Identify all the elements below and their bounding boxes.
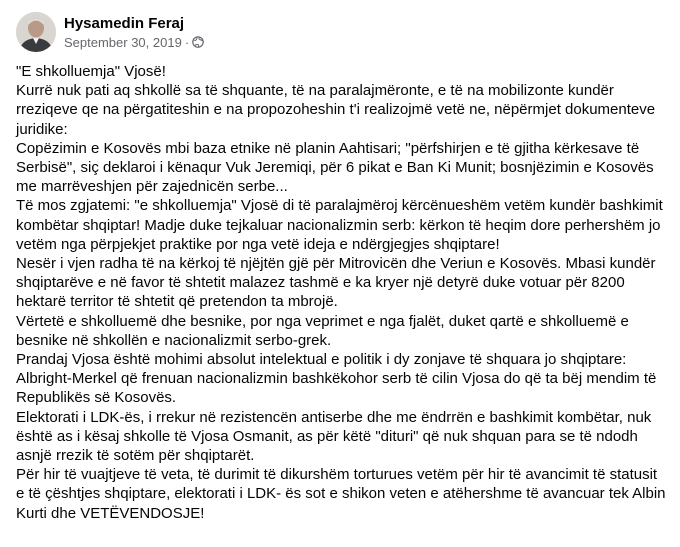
post-text-line: Elektorati i LDK-ës, i rrekur në rezistencën antiserbe dhe me ëndrrën e bashkimit kombëtar, nuk <box>16 408 652 426</box>
post-text <box>16 62 671 523</box>
post-text-line: është as i kësaj shkolle të Vjosa Osmanit, as për këtë "dituri" që nuk shquan para se të ndodh <box>16 427 638 445</box>
post-header <box>16 10 204 54</box>
post-text-line: Serbisë", siç deklaroi i kënaqur Vuk Jeremiqi, për 6 pikat e Ban Ki Munit; bosnjëzimin e Kosovës <box>16 159 654 177</box>
post-text-line: Albright-Merkel që frenuan nacionalizmin bashkëkohor serb të cilin Vjosa do që ta bëj mendim të <box>16 370 657 388</box>
post-date[interactable]: September 30, 2019 <box>64 34 182 50</box>
post-text-line: Të mos zgjatemi: "e shkolluemja" Vjosë di të paralajmëroj kërcënueshëm vetëm kundër bashkimit <box>16 197 663 215</box>
post-text-line: Për hir të vuajtjeve të veta, të durimit të dikurshëm torturues vetëm për hir të avancimit të statusit <box>16 466 658 484</box>
post-text-line: "E shkolluemja" Vjosë! <box>16 63 166 80</box>
author-name[interactable]: Hysamedin Feraj <box>64 14 185 32</box>
post-text-line: shqiptarëve e në favor të shtetit malazez tashmë e ka kryer një detyrë duke votuar për 8200 <box>16 274 625 292</box>
globe-icon[interactable] <box>192 36 204 48</box>
post-text-line: me marrëveshjen për zajednicën serbe... <box>16 178 288 196</box>
post-text-line: Republikës së Kosovës. <box>16 389 177 407</box>
avatar[interactable] <box>16 12 56 52</box>
post-text-line: Vërtetë e shkolluemë dhe besnike, por nga veprimet e nga fjalët, duket qartë e shkolluemë e <box>16 312 629 330</box>
post-text-line: besnike në shkollën e nacionalizmit serbo-grek. <box>16 331 332 349</box>
post-subline <box>64 34 204 51</box>
avatar-portrait <box>16 12 56 52</box>
post-text-line: Kurti dhe VETËVENDOSJE! <box>16 504 205 522</box>
post-text-line: e të çështjes shqiptare, elektorati i LDK- ës sot e shikon veten e atëhershme të avancuar tek Albin <box>16 485 666 503</box>
post-text-line: kombëtar shqiptar! Madje duke tejkaluar nacionalizmin serb: kërkon të heqim dore perhershëm jo <box>16 216 661 234</box>
post-text-line: juridike: <box>16 120 68 138</box>
post-text-line: asnjë rrezik të sotëm për shqiptarët. <box>16 447 255 465</box>
separator-dot: · <box>184 34 190 50</box>
post-text-line: rreziqeve qe na përgatiteshin e na propozoheshin t'i realizojmë vetë ne, nëpërmjet dokumenteve <box>16 101 656 119</box>
post-text-line: Copëzimin e Kosovës mbi baza etnike në planin Aahtisari; "përfshirjen e të gjitha kërkesave të <box>16 139 640 157</box>
post-text-line: Prandaj Vjosa është mohimi absolut intelektual e politik i dy zonjave të shquara jo shqiptare: <box>16 351 627 369</box>
post-meta <box>64 14 204 51</box>
post-text-line: vetëm nga përpjekjet praktike por nga vetë ideja e ndërgjegjes shqiptare! <box>16 235 500 253</box>
post-text-line: hektarë territor të shtetit që pretendon ta mbrojë. <box>16 293 338 311</box>
post-text-line: Kurrë nuk pati aq shkollë sa të shquante, të na paralajmëronte, e të na mobilizonte kundër <box>16 82 614 100</box>
post-text-line: Nesër i vjen radha të na kërkoj të njëjtën gjë për Mitrovicën dhe Veriun e Kosovës. Mbasi kundër <box>16 255 656 273</box>
